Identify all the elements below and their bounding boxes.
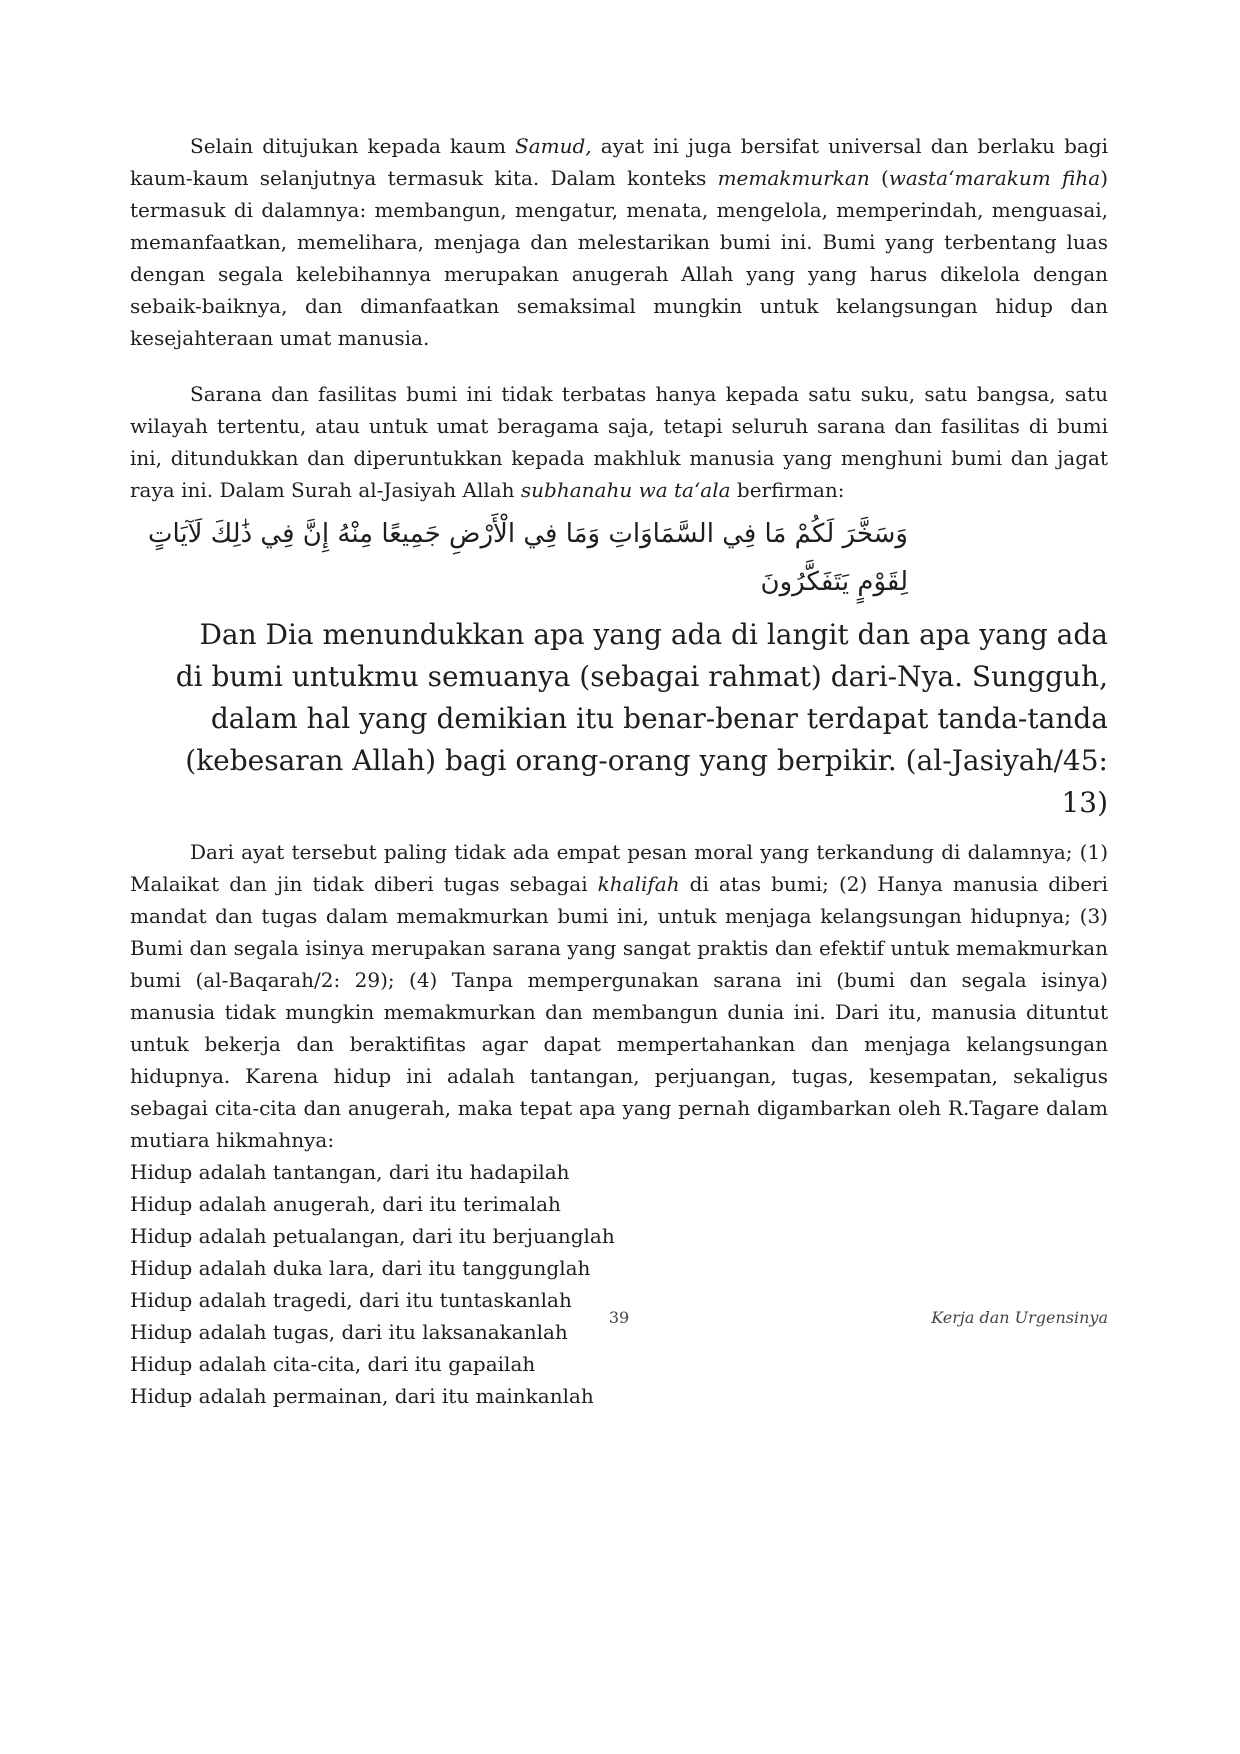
term-samud: Samud, xyxy=(515,134,592,158)
text: Sarana dan fasilitas bumi ini tidak terbatas hanya kepada satu suku, satu bangsa, satu wilayah tertentu, atau untuk umat beragama saja, tetapi seluruh sarana dan fasilitas di bumi ini, ditundukkan dan diperuntukkan kepada makhluk manusia yang menghuni bumi dan jagat raya ini. Dalam Surah al-Jasiyah Allah xyxy=(130,382,1108,502)
text: berfirman: xyxy=(730,478,845,502)
poem-line: Hidup adalah anugerah, dari itu terimalah xyxy=(130,1192,561,1216)
verse-translation: Dan Dia menundukkan apa yang ada di langit dan apa yang ada di bumi untukmu semuanya (sebagai rahmat) dari-Nya. Sungguh, dalam hal yang demikian itu benar-benar terdapat tanda-tanda (kebesaran Allah) bagi orang-orang yang berpikir. (al-Jasiyah/45: 13) xyxy=(175,618,1108,819)
poem-line: Hidup adalah cita-cita, dari itu gapailah xyxy=(130,1352,536,1376)
text: ayat ini juga bersifat universal dan berlaku bagi kaum-kaum selanjutnya termasuk kita. Dalam konteks xyxy=(130,134,1108,190)
poem-line: Hidup adalah petualangan, dari itu berjuanglah xyxy=(130,1224,615,1248)
arabic-verse: وَسَخَّرَ لَكُمْ مَا فِي السَّمَاوَاتِ وَمَا فِي الْأَرْضِ جَمِيعًا مِنْهُ إِنَّ فِي ذَٰلِكَ لَآيَاتٍ لِقَوْمٍ يَتَفَكَّرُونَ xyxy=(148,519,908,597)
term-memakmurkan: memakmurkan xyxy=(717,166,870,190)
term-khalifah: khalifah xyxy=(597,872,680,896)
paragraph-2 xyxy=(130,378,1108,506)
page-number: 39 xyxy=(608,1308,630,1327)
text: ( xyxy=(869,166,889,190)
text: Selain ditujukan kepada kaum xyxy=(190,134,516,158)
poem xyxy=(130,1156,1108,1412)
text: ) termasuk di dalamnya: membangun, mengatur, menata, mengelola, memperindah, menguasai, memanfaatkan, memelihara, menjaga dan melestarikan bumi ini. Bumi yang terbentang luas dengan segala kelebihannya merupakan anugerah Allah yang yang harus dikelola dengan sebaik-baiknya, dan dimanfaatkan semaksimal mungkin untuk kelangsungan hidup dan kesejahteraan umat manusia. xyxy=(130,166,1108,350)
poem-line: Hidup adalah tragedi, dari itu tuntaskanlah xyxy=(130,1288,572,1312)
page-footer xyxy=(130,1308,1108,1332)
paragraph-3 xyxy=(130,836,1108,1156)
term-subhanahu: subhanahu wa ta‘ala xyxy=(520,478,731,502)
running-title: Kerja dan Urgensinya xyxy=(931,1308,1108,1327)
poem-line: Hidup adalah tugas, dari itu laksanakanlah xyxy=(130,1320,568,1344)
text: di atas bumi; (2) Hanya manusia diberi mandat dan tugas dalam memakmurkan bumi ini, untuk menjaga kelangsungan hidupnya; (3) Bumi dan segala isinya merupakan sarana yang sangat praktis dan efektif untuk memakmurkan bumi (al-Baqarah/2: 29); (4) Tanpa mempergunakan sarana ini (bumi dan segala isinya) manusia tidak mungkin memakmurkan dan membangun dunia ini. Dari itu, manusia dituntut untuk bekerja dan beraktifitas agar dapat mempertahankan dan menjaga kelangsungan hidupnya. Karena hidup ini adalah tantangan, perjuangan, tugas, kesempatan, sekaligus sebagai cita-cita dan anugerah, maka tepat apa yang pernah digambarkan oleh R.Tagare dalam mutiara hikmahnya: xyxy=(130,872,1108,1152)
paragraph-1 xyxy=(130,130,1108,354)
paragraph-gap xyxy=(130,354,1108,378)
poem-line: Hidup adalah permainan, dari itu mainkanlah xyxy=(130,1384,594,1408)
poem-line: Hidup adalah duka lara, dari itu tanggunglah xyxy=(130,1256,591,1280)
text: Dari ayat tersebut paling tidak ada empat pesan moral yang terkandung di dalamnya; (1) Malaikat dan jin tidak diberi tugas sebagai xyxy=(130,840,1108,896)
term-wastamarakum: wasta‘marakum fiha xyxy=(888,166,1101,190)
page-body xyxy=(130,130,1108,1412)
poem-line: Hidup adalah tantangan, dari itu hadapilah xyxy=(130,1160,570,1184)
